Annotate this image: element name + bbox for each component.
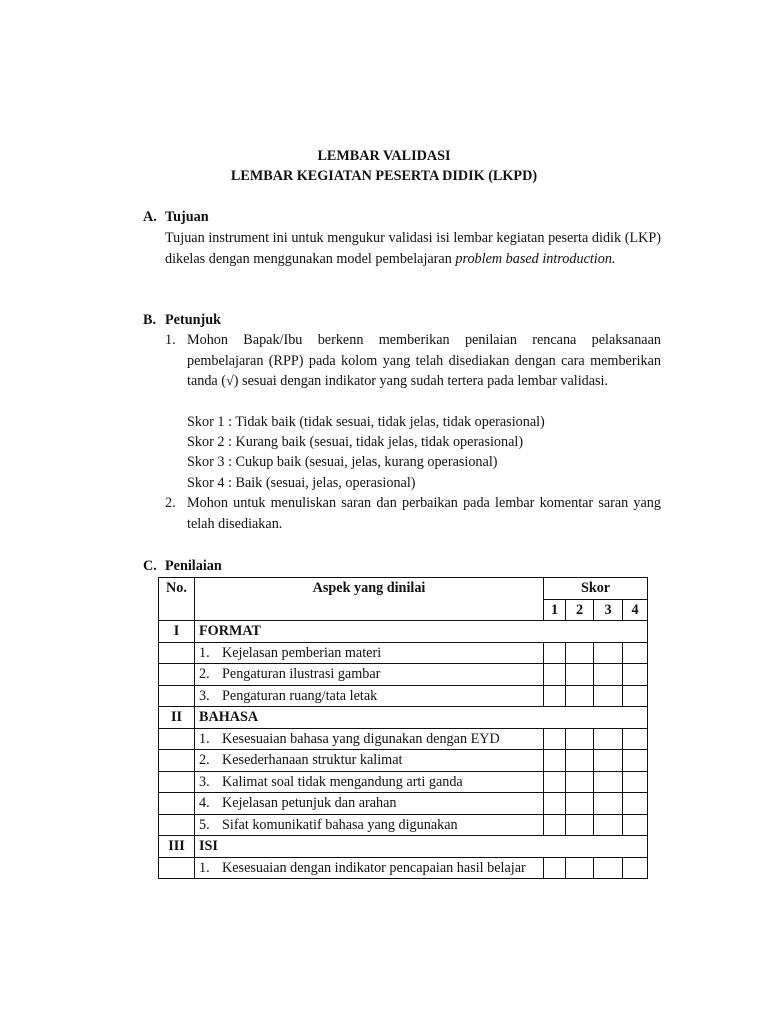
section-a-text: Tujuan instrument ini untuk mengukur validasi isi lembar kegiatan peserta didik (LKP) dikelas dengan menggunakan model pembelajaran xyxy=(165,230,661,267)
header-no: No. xyxy=(159,578,195,621)
score-cell[interactable] xyxy=(544,857,566,879)
aspect-item: 2. Pengaturan ilustrasi gambar xyxy=(195,664,544,686)
table-row xyxy=(159,664,648,686)
score-cell[interactable] xyxy=(623,685,648,707)
section-a-paragraph xyxy=(165,228,661,269)
section-a-heading xyxy=(143,207,209,228)
section-a-title: Tujuan xyxy=(165,209,209,225)
score-cell[interactable] xyxy=(544,728,566,750)
section-b-title: Petunjuk xyxy=(165,312,221,328)
score-cell[interactable] xyxy=(594,750,623,772)
instruction-item-1-text: Mohon Bapak/Ibu berkenn memberikan penilaian rencana pelaksanaan pembelajaran (RPP) pada kolom yang telah disediakan dengan cara memberikan tanda (√) sesuai dengan indikator yang sudah tertera pada lembar validasi. xyxy=(187,332,661,389)
instruction-item-2-number: 2. xyxy=(165,495,176,511)
group-name: FORMAT xyxy=(195,621,648,643)
instruction-item-2 xyxy=(165,493,661,534)
instruction-item-2-text: Mohon untuk menuliskan saran dan perbaikan pada lembar komentar saran yang telah disediakan. xyxy=(187,495,661,532)
group-number: II xyxy=(159,707,195,729)
table-row xyxy=(159,814,648,836)
table-row xyxy=(159,728,648,750)
assessment-table xyxy=(158,577,648,879)
group-name: ISI xyxy=(195,836,648,858)
skor-line-4: Skor 4 : Baik (sesuai, jelas, operasional) xyxy=(187,475,416,491)
score-cell[interactable] xyxy=(544,793,566,815)
table-row xyxy=(159,642,648,664)
aspect-item: 1. Kesesuaian bahasa yang digunakan dengan EYD xyxy=(195,728,544,750)
section-b-letter: B. xyxy=(143,312,157,328)
score-cell[interactable] xyxy=(544,685,566,707)
score-cell[interactable] xyxy=(544,642,566,664)
table-row xyxy=(159,771,648,793)
table-row xyxy=(159,857,648,879)
section-c-heading xyxy=(143,556,222,577)
aspect-item: 1. Kesesuaian dengan indikator pencapaian hasil belajar xyxy=(195,857,544,879)
score-cell[interactable] xyxy=(544,750,566,772)
score-cell[interactable] xyxy=(623,793,648,815)
score-cell[interactable] xyxy=(566,771,594,793)
score-cell[interactable] xyxy=(623,814,648,836)
header-score-1: 1 xyxy=(544,599,566,621)
header-aspek: Aspek yang dinilai xyxy=(195,578,544,621)
aspect-item: 4. Kejelasan petunjuk dan arahan xyxy=(195,793,544,815)
skor-line-3: Skor 3 : Cukup baik (sesuai, jelas, kurang operasional) xyxy=(187,454,498,470)
score-cell[interactable] xyxy=(623,664,648,686)
section-c-letter: C. xyxy=(143,558,157,574)
aspect-item: 3. Pengaturan ruang/tata letak xyxy=(195,685,544,707)
score-cell[interactable] xyxy=(566,793,594,815)
instruction-item-1-number: 1. xyxy=(165,332,176,348)
score-cell[interactable] xyxy=(623,857,648,879)
aspect-item: 2. Kesederhanaan struktur kalimat xyxy=(195,750,544,772)
group-row-format xyxy=(159,621,648,643)
score-cell[interactable] xyxy=(623,642,648,664)
header-score-4: 4 xyxy=(623,599,648,621)
score-cell[interactable] xyxy=(544,771,566,793)
score-cell[interactable] xyxy=(566,814,594,836)
score-cell[interactable] xyxy=(623,728,648,750)
aspect-item: 1. Kejelasan pemberian materi xyxy=(195,642,544,664)
section-a-italic: problem based introduction. xyxy=(455,250,616,267)
group-number: I xyxy=(159,621,195,643)
score-cell[interactable] xyxy=(566,664,594,686)
table-row xyxy=(159,750,648,772)
section-b-heading xyxy=(143,310,221,331)
score-cell[interactable] xyxy=(544,664,566,686)
section-a-letter: A. xyxy=(143,209,157,225)
score-cell[interactable] xyxy=(566,857,594,879)
header-skor: Skor xyxy=(544,578,648,600)
document-subtitle: LEMBAR KEGIATAN PESERTA DIDIK (LKPD) xyxy=(230,168,538,184)
score-cell[interactable] xyxy=(594,857,623,879)
score-cell[interactable] xyxy=(566,642,594,664)
score-cell[interactable] xyxy=(544,814,566,836)
score-cell[interactable] xyxy=(623,771,648,793)
score-cell[interactable] xyxy=(594,814,623,836)
table-header-row xyxy=(159,578,648,600)
group-name: BAHASA xyxy=(195,707,648,729)
score-cell[interactable] xyxy=(594,728,623,750)
table-row xyxy=(159,793,648,815)
score-cell[interactable] xyxy=(594,685,623,707)
group-row-isi xyxy=(159,836,648,858)
score-cell[interactable] xyxy=(594,793,623,815)
score-cell[interactable] xyxy=(623,750,648,772)
score-cell[interactable] xyxy=(566,685,594,707)
table-row xyxy=(159,685,648,707)
instruction-item-1 xyxy=(165,330,661,392)
section-c-title: Penilaian xyxy=(165,558,222,574)
group-row-bahasa xyxy=(159,707,648,729)
header-score-2: 2 xyxy=(566,599,594,621)
score-cell[interactable] xyxy=(594,664,623,686)
score-cell[interactable] xyxy=(594,642,623,664)
aspect-item: 3. Kalimat soal tidak mengandung arti ganda xyxy=(195,771,544,793)
header-score-3: 3 xyxy=(594,599,623,621)
skor-line-2: Skor 2 : Kurang baik (sesuai, tidak jelas, tidak operasional) xyxy=(187,434,524,450)
aspect-item: 5. Sifat komunikatif bahasa yang digunakan xyxy=(195,814,544,836)
score-cell[interactable] xyxy=(566,750,594,772)
group-number: III xyxy=(159,836,195,858)
skor-line-1: Skor 1 : Tidak baik (tidak sesuai, tidak jelas, tidak operasional) xyxy=(187,414,545,430)
score-cell[interactable] xyxy=(566,728,594,750)
document-title: LEMBAR VALIDASI xyxy=(317,148,451,164)
score-cell[interactable] xyxy=(594,771,623,793)
